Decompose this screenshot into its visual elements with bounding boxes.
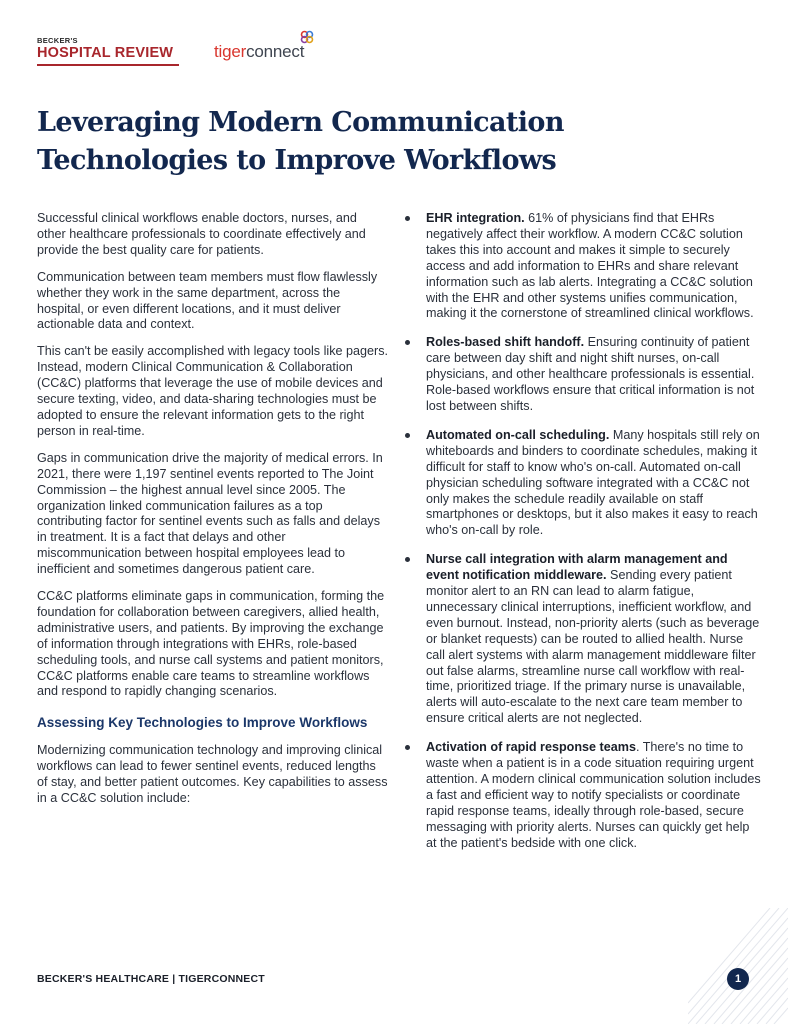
list-item-text: . There's no time to waste when a patient is in a code situation requiring urgent attention. A modern clinical communication solution includes a fast and efficient way to notify specialists or coordinate rapid response teams, ideally through role-based, secure messaging with priority alerts. Nurses can quickly get help at the patient's bedside with one click. [426, 740, 761, 850]
list-item [405, 211, 761, 322]
list-item [405, 335, 761, 415]
communication-paragraph: Communication between team members must flow flawlessly whether they work in the same department, across the hospital, or even different locations, and it must deliver actionable data and context. [37, 269, 378, 332]
bullet-icon [405, 745, 410, 750]
section-subheading: Assessing Key Technologies to Improve Workflows [37, 715, 368, 731]
list-item-lead: Activation of rapid response teams [426, 740, 636, 755]
legacy-tools-paragraph: This can't be easily accomplished with legacy tools like pagers. Instead, modern Clinical Communication & Collaboration (CC&C) platforms that leverage the use of mobile devices and secure texting, video, and data-sharing technologies must be adopted to ensure the relevant information gets to the right person in real-time. [37, 344, 389, 438]
list-item [405, 552, 761, 727]
list-item-text: Many hospitals still rely on whiteboards and binders to coordinate schedules, making it difficult for staff to know who's on-call. Automated on-call physician scheduling software integrated with a CC&C not only makes the schedule readily available on staff smartphones or desktops, but it also makes it easy to reach who's on-call by role. [426, 427, 760, 538]
page-number-badge: 1 [727, 968, 749, 990]
logo-hospital-review: HOSPITAL REVIEW [37, 45, 174, 61]
list-item-lead: EHR integration. [426, 211, 525, 225]
footer-label: BECKER'S HEALTHCARE | TIGERCONNECT [37, 973, 265, 985]
tigerconnect-mark-icon [300, 30, 314, 44]
logo-tiger-text: tiger [214, 42, 247, 61]
logo-connect-text: connect [246, 42, 305, 61]
capabilities-list [405, 211, 761, 852]
bullet-icon [405, 557, 410, 562]
logo-beckers-small: BECKER'S [37, 36, 78, 45]
bullet-icon [405, 340, 410, 345]
list-item [405, 740, 761, 851]
decorative-hatch-pattern [688, 908, 788, 1024]
list-item-text: 61% of physicians find that EHRs negatively affect their workflow. A modern CC&C solution takes this into account and makes it simple to securely access and add information to EHRs and share relevant information such as lab alerts. Integrating a CC&C solution with the EHR and other systems unifies communication, making it the cornerstone of streamlined clinical workflows. [426, 211, 754, 321]
tigerconnect-logo [214, 42, 304, 62]
page-title: Leveraging Modern Communication Technologies to Improve Workflows [37, 107, 564, 176]
platforms-paragraph: CC&C platforms eliminate gaps in communication, forming the foundation for collaboration between caregivers, allied health, administrative users, and patients. By improving the exchange of information through integrations with EHRs, role-based scheduling tools, and nurse call systems and patient monitors, CC&C platforms enable care teams to streamline workflows and respond to rapidly changing scenarios. [37, 589, 385, 699]
beckers-hospital-review-logo [37, 36, 180, 66]
intro-paragraph: Successful clinical workflows enable doctors, nurses, and other healthcare professionals to coordinate effectively and provide the best quality care for patients. [37, 211, 366, 257]
list-item-text: Ensuring continuity of patient care between day shift and night shift nurses, on-call physicians, and other healthcare professionals is essential. Role-based workflows ensure that critical information is not lost between shifts. [426, 335, 755, 413]
bullet-icon [405, 216, 410, 221]
list-item-lead: Automated on-call scheduling. [426, 427, 610, 442]
left-column [37, 211, 389, 818]
list-item-lead: Nurse call integration with alarm management and event notification middleware. [426, 552, 728, 583]
bullet-icon [405, 433, 410, 438]
gaps-paragraph: Gaps in communication drive the majority of medical errors. In 2021, there were 1,197 sentinel events reported to The Joint Commission – the highest annual level since 2005. The organization linked communication failures as a top contributing factor for sentinel events such as falls and delays in treatment. It is a fact that delays and other miscommunication between hospital employees lead to inefficient and sometimes dangerous patient care. [37, 450, 383, 577]
closing-paragraph: Modernizing communication technology and improving clinical workflows can lead to fewer sentinel events, reduced lengths of stay, and better patient outcomes. Key capabilities to assess in a CC&C solution include: [37, 743, 388, 806]
right-column [405, 211, 761, 865]
logo-underline [37, 64, 179, 66]
list-item-text: Sending every patient monitor alert to an RN can lead to alarm fatigue, unnecessary clinical interruptions, inefficient workflow, and even burnout. Instead, non-priority alerts (such as beverage or blanket requests) can be routed to allied health. Nurse call alert systems with alarm management middleware filter out false alarms, streamline nurse call workflow with real-time, prioritized triage. If the primary nurse is unavailable, alerts will auto-escalate to the next care team member to ensure critical alerts are not neglected. [426, 568, 760, 726]
list-item [405, 428, 761, 539]
list-item-lead: Roles-based shift handoff. [426, 335, 585, 350]
